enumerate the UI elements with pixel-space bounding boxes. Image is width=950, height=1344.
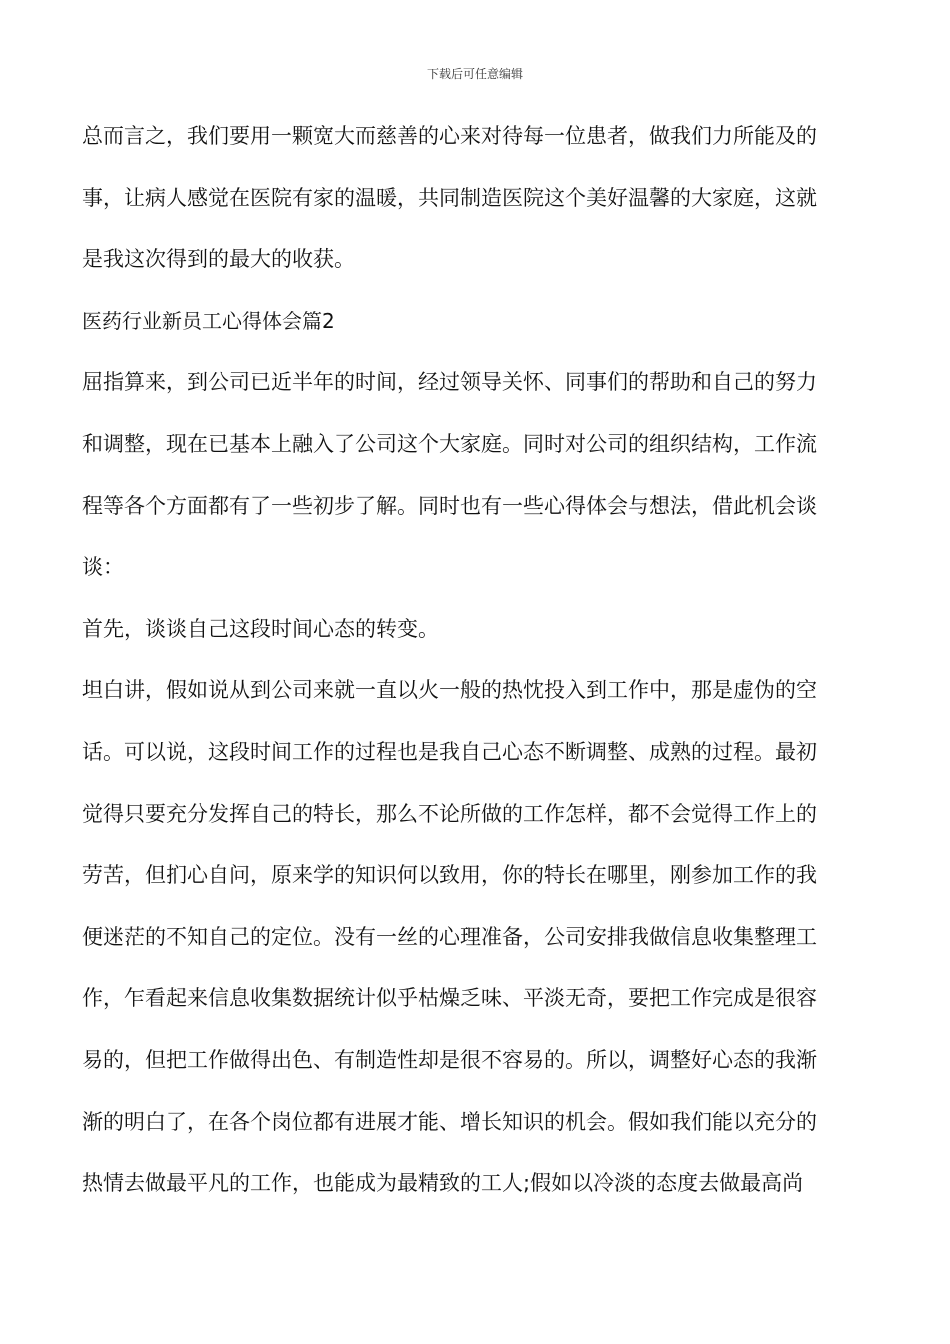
text-line: 是我这次得到的最大的收获。	[82, 247, 355, 272]
paragraph-first-point	[82, 599, 872, 661]
text-line: 坦白讲，假如说从到公司来就一直以火一般的热忱投入到工作中，那是虚伪的空	[82, 678, 817, 703]
text-line: 热情去做最平凡的工作，也能成为最精致的工人;假如以冷淡的态度去做最高尚	[82, 1171, 804, 1196]
text-line: 劳苦，但扪心自问，原来学的知识何以致用，你的特长在哪里，刚参加工作的我	[82, 863, 817, 888]
text-line: 和调整，现在已基本上融入了公司这个大家庭。同时对公司的组织结构，工作流	[82, 431, 817, 456]
text-line: 总而言之，我们要用一颗宽大而慈善的心来对待每一位患者，做我们力所能及的	[82, 124, 817, 148]
text-line: 觉得只要充分发挥自己的特长，那么不论所做的工作怎样，都不会觉得工作上的	[82, 801, 817, 826]
text-line: 程等各个方面都有了一些初步了解。同时也有一些心得体会与想法，借此机会谈	[82, 493, 817, 518]
text-line: 渐的明白了，在各个岗位都有进展才能、增长知识的机会。假如我们能以充分的	[82, 1109, 817, 1134]
text-line: 屈指算来，到公司已近半年的时间，经过领导关怀、同事们的帮助和自己的努力	[82, 370, 817, 395]
section-heading	[82, 291, 872, 353]
paragraph-summary	[82, 106, 872, 291]
text-line: 首先，谈谈自己这段时间心态的转变。	[82, 616, 439, 641]
paragraph-mindset	[82, 660, 872, 1214]
paragraph-intro	[82, 352, 872, 598]
document-body	[82, 106, 872, 1215]
section-heading-text: 医药行业新员工心得体会篇2	[82, 308, 335, 333]
text-line: 事，让病人感觉在医院有家的温暖，共同制造医院这个美好温馨的大家庭，这就	[82, 185, 817, 210]
text-line: 作，乍看起来信息收集数据统计似乎枯燥乏味、平淡无奇，要把工作完成是很容	[82, 986, 817, 1011]
page-header: 下载后可任意编辑	[426, 67, 523, 81]
text-line: 话。可以说，这段时间工作的过程也是我自己心态不断调整、成熟的过程。最初	[82, 739, 817, 764]
text-line: 易的，但把工作做得出色、有制造性却是很不容易的。所以，调整好心态的我渐	[82, 1047, 817, 1072]
text-line: 便迷茫的不知自己的定位。没有一丝的心理准备，公司安排我做信息收集整理工	[82, 924, 817, 949]
text-line: 谈：	[82, 555, 124, 580]
